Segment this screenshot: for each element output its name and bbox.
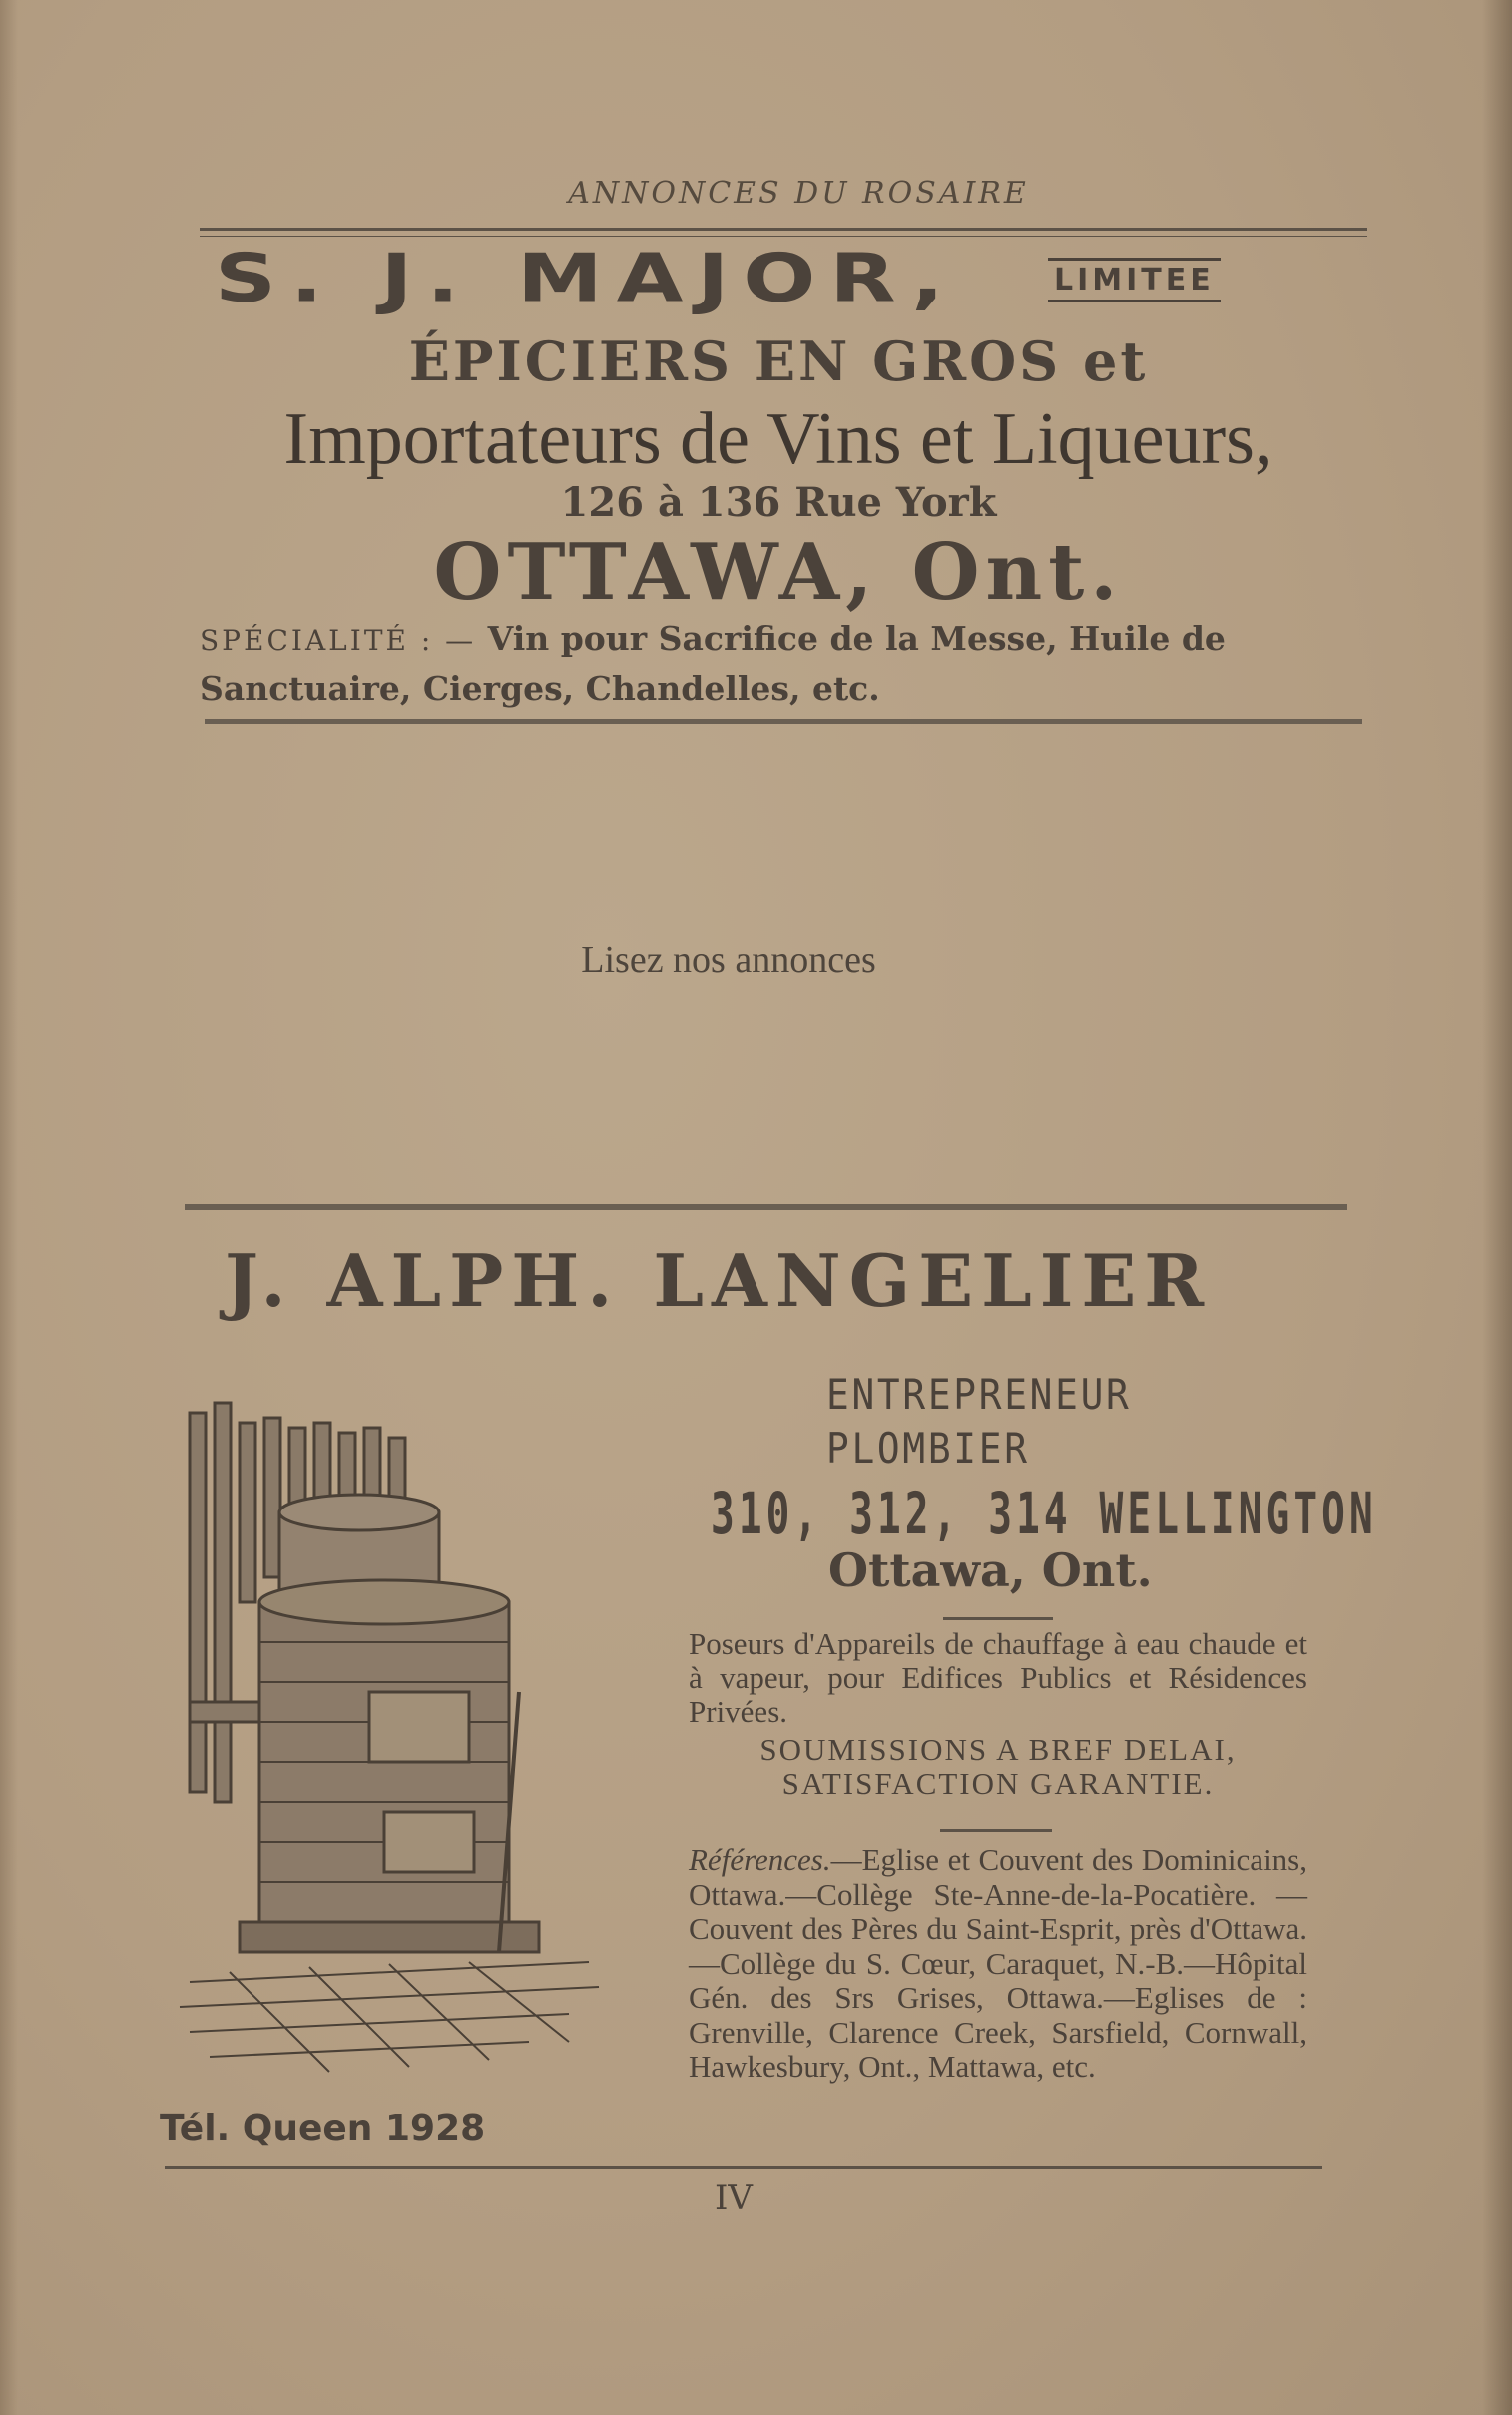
langelier-divider-2	[940, 1829, 1052, 1832]
major-bottom-rule	[205, 719, 1362, 724]
top-rule	[200, 228, 1367, 231]
langelier-references	[689, 1843, 1307, 2085]
specialite-text: Vin pour Sacrifice de la Messe, Huile de Sanctuaire, Cierges, Chandelles, etc.	[200, 619, 1226, 708]
major-address: 126 à 136 Rue York	[560, 479, 997, 526]
langelier-trade-entrepreneur: ENTREPRENEUR	[826, 1370, 1132, 1419]
major-epiciers-line: ÉPICIERS EN GROS et	[408, 329, 1149, 393]
langelier-top-rule	[185, 1204, 1347, 1210]
major-company-name: S. J. MAJOR,	[215, 240, 958, 317]
boiler-furnace-illustration-icon	[170, 1393, 639, 2096]
soumissions-line-2: SATISFACTION GARANTIE.	[781, 1766, 1215, 1801]
langelier-trade-plombier: PLOMBIER	[826, 1424, 1030, 1473]
major-city: OTTAWA, Ont.	[433, 527, 1124, 618]
bottom-rule	[165, 2166, 1322, 2169]
langelier-divider-1	[943, 1617, 1053, 1620]
top-rule-thin	[200, 236, 1367, 237]
references-text: —Eglise et Couvent des Dominicains, Ottawa.—Collège Ste-Anne-de-la-Pocatière. — Couvent des Pères du Saint-Esprit, près d'Ottawa.—Collège du S. Cœur, Caraquet, N.-B.—Hôpital Gén. des Srs Grises, Ottawa.—Eglises de : Grenville, Clarence Creek, Sarsfield, Cornwall, Hawkesbury, Ont., Mattawa, etc.	[689, 1842, 1307, 2084]
langelier-city: Ottawa, Ont.	[828, 1543, 1153, 1597]
running-head: ANNONCES DU ROSAIRE	[568, 176, 1029, 211]
specialite-label: SPÉCIALITÉ : —	[200, 624, 477, 657]
langelier-phone: Tél. Queen 1928	[160, 2109, 486, 2149]
major-specialite	[200, 615, 1357, 713]
langelier-company-name: J. ALPH. LANGELIER	[225, 1238, 1213, 1323]
soumissions-line-1: SOUMISSIONS A BREF DELAI,	[759, 1732, 1237, 1767]
page-number: IV	[715, 2178, 753, 2218]
langelier-poseurs-text: Poseurs d'Appareils de chauffage à eau chaude et à vapeur, pour Edifices Publics et Résidences Privées.	[689, 1626, 1307, 1729]
major-importateurs-line: Importateurs de Vins et Liqueurs,	[283, 398, 1273, 480]
major-limitee: LIMITEE	[1048, 258, 1221, 302]
langelier-soumissions	[689, 1733, 1307, 1801]
references-label: Références.	[689, 1842, 831, 1877]
middle-notice: Lisez nos annonces	[581, 939, 876, 981]
langelier-address: 310, 312, 314 WELLINGTON	[711, 1480, 1377, 1547]
